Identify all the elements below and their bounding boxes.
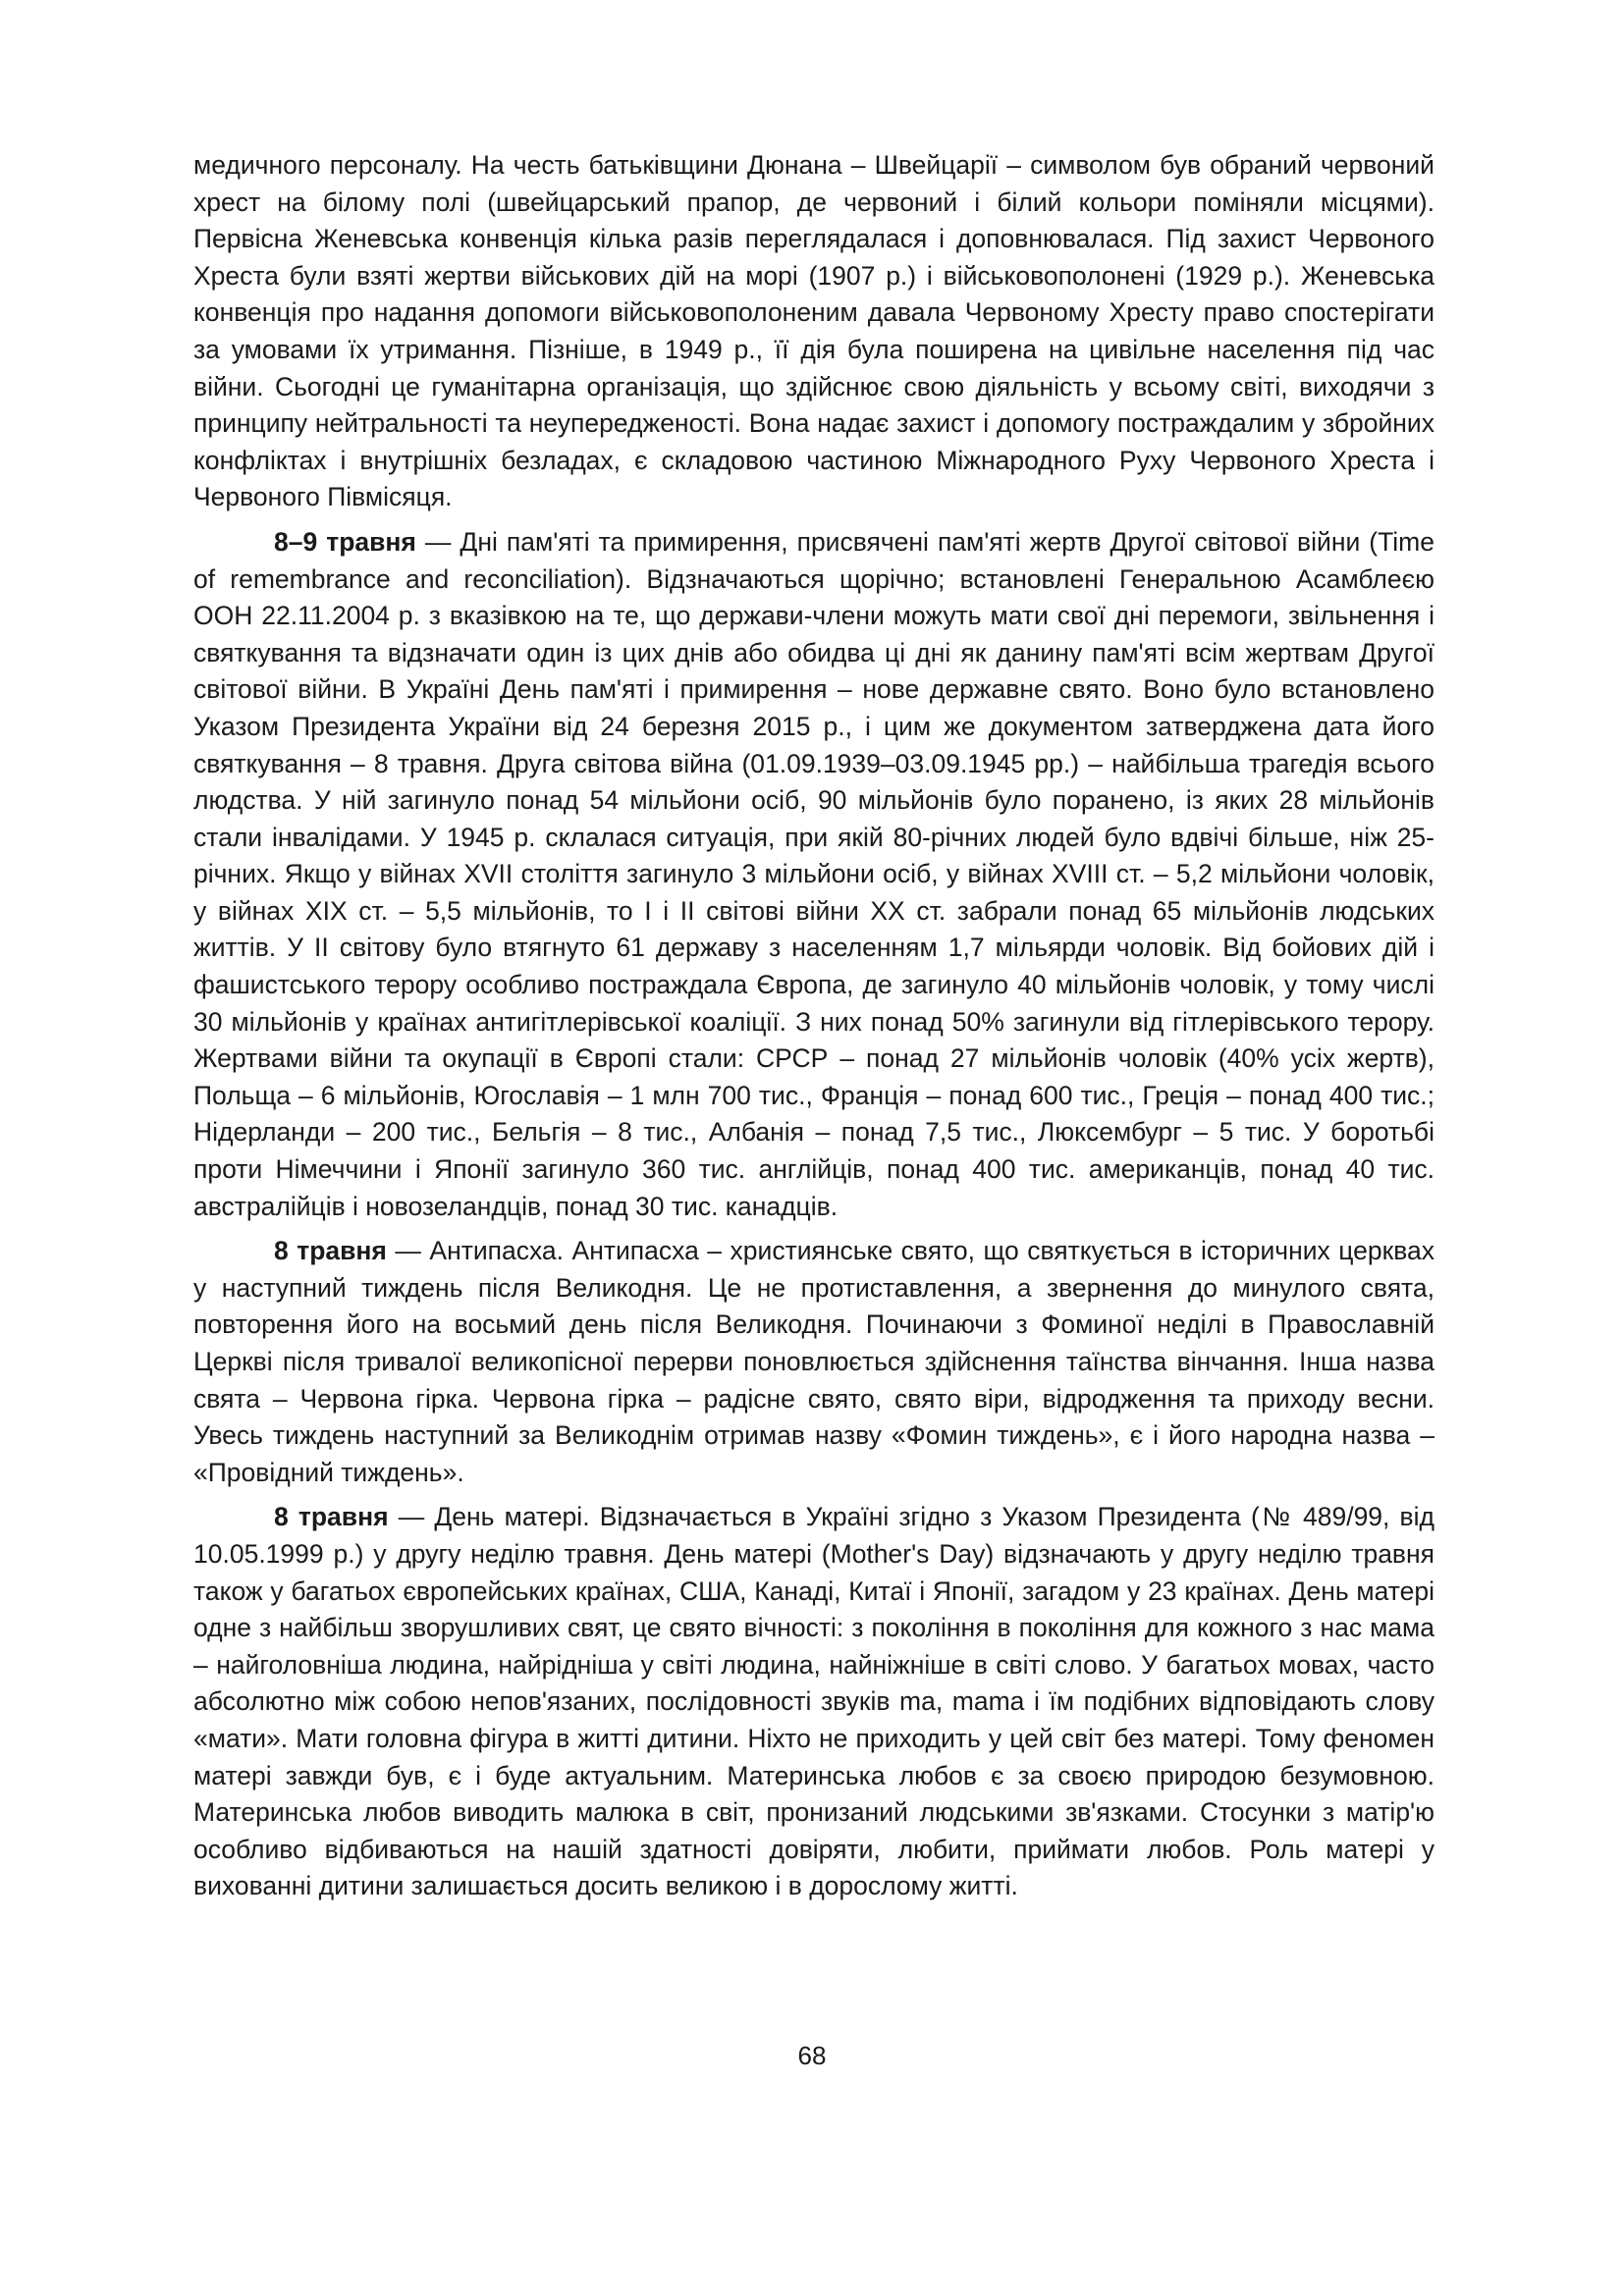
paragraph-remembrance-day [193, 524, 1435, 1225]
paragraph-mothers-day [193, 1499, 1435, 1905]
page-number: 68 [797, 2041, 827, 2070]
paragraph-red-cross [193, 147, 1435, 516]
paragraph-date: 8 травня [274, 1502, 389, 1532]
paragraph-date: 8–9 травня [274, 526, 416, 557]
paragraph-text: — День матері. Відзначається в Україні згідно з Указом Президента (№ 489/99, від 10.05.1999 р.) у другу неділю травня. День матері (Mother's Day) відзначають у другу неділю травня також у багатьох європейських країнах, США, Канаді, Китаї і Японії, загадом у 23 країнах. День матері одне з найбільш зворушливих свят, це свято вічності: з покоління в покоління для кожного з нас мама – найголовніша людина, найрідніша у світі людина, найніжніше в світі слово. У багатьох мовах, часто абсолютно між собою непов'язаних, послідовності звуків ma, mama і їм подібних відповідають слову «мати». Мати головна фігура в житті дитини. Ніхто не приходить у цей світ без матері. Тому феномен матері завжди був, є і буде актуальним. Материнська любов є за своєю природою безумовною. Материнська любов виводить малюка в світ, пронизаний людськими зв'язками. Стосунки з матір'ю особливо відбиваються на нашій здатності довіряти, любити, приймати любов. Роль матері у вихованні дитини залишається досить великою і в дорослому житті. [193, 1502, 1435, 1901]
paragraph-date: 8 травня [274, 1236, 387, 1266]
paragraph-text: — Антипасха. Антипасха – християнське свято, що святкується в історичних церквах у наступний тиждень після Великодня. Це не протиставлення, а звернення до минулого свята, повторення його на восьмий день після Великодня. Починаючи з Фоминої неділі в Православній Церкві після тривалої великопісної перерви поновлюється здійснення таїнства вінчання. Інша назва свята – Червона гірка. Червона гірка – радісне свято, свято віри, відродження та приходу весни. Увесь тиждень наступний за Великоднім отримав назву «Фомин тиждень», є і його народна назва – «Провідний тиждень». [193, 1236, 1435, 1487]
paragraph-text: медичного персоналу. На честь батьківщини Дюнана – Швейцарії – символом був обраний червоний хрест на білому полі (швейцарський прапор, де червоний і білий кольори поміняли місцями). Первісна Женевська конвенція кілька разів переглядалася і доповнювалася. Під захист Червоного Хреста були взяті жертви військових дій на морі (1907 р.) і військовополонені (1929 р.). Женевська конвенція про надання допомоги військовополоненим давала Червоному Хресту право спостерігати за умовами їх утримання. Пізніше, в 1949 р., її дія була поширена на цивільне населення під час війни. Сьогодні це гуманітарна організація, що здійснює свою діяльність у всьому світі, виходячи з принципу нейтральності та неупередженості. Вона надає захист і допомогу постраждалим у збройних конфліктах і внутрішніх безладах, є складовою частиною Міжнародного Руху Червоного Хреста і Червоного Півмісяця. [193, 150, 1435, 512]
paragraph-text: — Дні пам'яті та примирення, присвячені пам'яті жертв Другої світової війни (Time of remembrance and reconciliation). Відзначаються щорічно; встановлені Генеральною Асамблеєю ООН 22.11.2004 р. з вказівкою на те, що держави-члени можуть мати свої дні перемоги, звільнення і святкування та відзначати один із цих днів або обидва ці дні як данину пам'яті всім жертвам Другої світової війни. В Україні День пам'яті і примирення – нове державне свято. Воно було встановлено Указом Президента України від 24 березня 2015 р., і цим же документом затверджена дата його святкування – 8 травня. Друга світова війна (01.09.1939–03.09.1945 рр.) – найбільша трагедія всього людства. У ній загинуло понад 54 мільйони осіб, 90 мільйонів було поранено, із яких 28 мільйонів стали інвалідами. У 1945 р. склалася ситуація, при якій 80-річних людей було вдвічі більше, ніж 25-річних. Якщо у війнах XVII століття загинуло 3 мільйони осіб, у війнах XVIII ст. – 5,2 мільйони чоловік, у війнах XIX ст. – 5,5 мільйонів, то I і II світові війни XX ст. забрали понад 65 мільйонів людських життів. У II світову було втягнуто 61 державу з населенням 1,7 мільярди чоловік. Від бойових дій і фашистського терору особливо постраждала Європа, де загинуло 40 мільйонів чоловік, у тому числі 30 мільйонів у країнах антигітлерівської коаліції. З них понад 50% загинули від гітлерівського терору. Жертвами війни та окупації в Європі стали: СРСР – понад 27 мільйонів чоловік (40% усіх жертв), Польща – 6 мільйонів, Югославія – 1 млн 700 тис., Франція – понад 600 тис., Греція – понад 400 тис.; Нідерланди – 200 тис., Бельгія – 8 тис., Албанія – понад 7,5 тис., Люксембург – 5 тис. У боротьбі проти Німеччини і Японії загинуло 360 тис. англійців, понад 400 тис. американців, понад 40 тис. австралійців і новозеландців, понад 30 тис. канадців. [193, 526, 1435, 1221]
paragraph-antipascha [193, 1233, 1435, 1491]
page-body [193, 147, 1435, 1913]
